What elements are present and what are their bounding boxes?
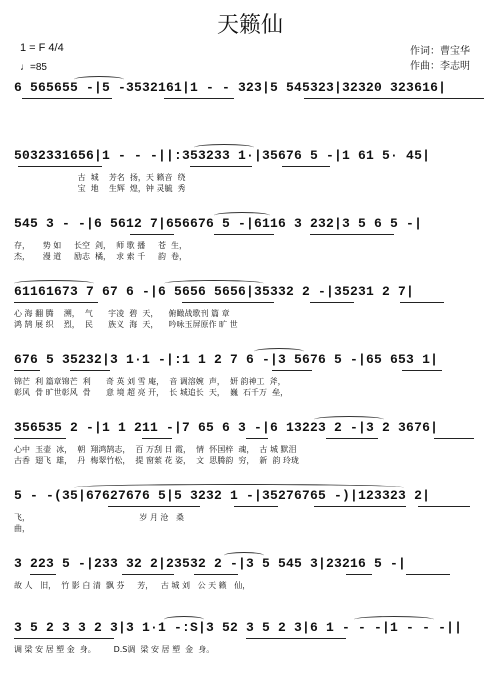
lyric-row-2: 鸿 鹄 展 织 烈， 民 族义 海 天， 吟咏玉屏原作 旷 世: [14, 320, 238, 329]
lyric-row-2: 古香 翅飞 雄， 丹 梅翠竹松， 提 窗萦 花 姿， 文 思腾韵 穷， 新 韵 玲珑: [14, 456, 300, 465]
beam-line: [402, 370, 442, 371]
score-line: [14, 216, 490, 284]
tempo-marking: ♩=85: [20, 62, 47, 73]
lyricist-credit: 作词：曹宝华: [410, 46, 470, 57]
notation-row: 3 223 5 -|233 32 2|23532 2 -|3 5 545 3|23216 5 -|: [14, 556, 407, 571]
slur-mark: [354, 616, 434, 623]
slur-mark: [14, 280, 94, 287]
beam-line: [326, 438, 378, 439]
notation-row: 356535 2 -|1 1 211 -|7 65 6 3 -|6 13223 2 -|3 2 3676|: [14, 420, 439, 435]
lyric-row-1: 飞， 岁 月 沧 桑: [14, 513, 185, 522]
score-line: [14, 620, 490, 682]
notation-row: 5032331656|1 - - -||:353233 1·|35676 5 -|1 61 5· 45|: [14, 148, 431, 163]
beam-line: [182, 302, 274, 303]
beam-line: [14, 438, 66, 439]
lyric-row-2: 彰风 骨 旷世彰风 骨 意 境 超 亮 开， 长 城追长 天， 巍 石千万 垒，: [14, 388, 289, 397]
lyric-row-2: 曲，: [14, 524, 30, 533]
score-line: [14, 352, 490, 420]
beam-line: [108, 506, 200, 507]
slur-mark: [254, 348, 304, 355]
beam-line: [418, 506, 470, 507]
beam-line: [30, 574, 56, 575]
slur-mark: [74, 76, 124, 83]
lyric-row-1: 古 城 芳名 扬，天 籁音 绕: [14, 173, 186, 182]
lyric-row-1: 锦芒 利 篇章锦芒 利 奇 英 刘 雪 庵， 音 调溶婉 声， 妍 韵神工 斧，: [14, 377, 286, 386]
score-line: [14, 80, 490, 148]
beam-line: [406, 574, 450, 575]
beam-line: [310, 234, 394, 235]
lyric-row-2: 宝 地 生辉 煌，钟 灵毓 秀: [14, 184, 186, 193]
beam-line: [214, 234, 274, 235]
beam-line: [70, 370, 110, 371]
score-line: [14, 420, 490, 488]
notation-row: 6 565655 -|5 -3532161|1 - - 323|5 545323|32320 323616|: [14, 80, 447, 95]
beam-line: [142, 438, 172, 439]
beam-line: [434, 438, 474, 439]
notation-row: 545 3 - -|6 5612 7|656676 5 -|6116 3 232|3 5 6 5 -|: [14, 216, 423, 231]
notation-row: 3 5 2 3 3 2 3|3 1·1 -:S|3 52 3 5 2 3|6 1 - - -|1 - - -||: [14, 620, 463, 635]
beam-line: [400, 302, 444, 303]
beam-line: [190, 166, 252, 167]
notation-row: 676 5 35232|3 1·1 -|:1 1 2 7 6 -|3 5676 5 -|65 653 1|: [14, 352, 439, 367]
beam-line: [310, 302, 354, 303]
score-line: [14, 488, 490, 556]
song-title: 天籁仙: [216, 13, 283, 38]
lyric-row-1: 调 梁 安 居 塑 金 身。 D.S调 梁 安 居 塑 金 身。: [14, 645, 215, 654]
lyric-row-1: 心 海 翻 腾 溯， 气 宇凌 碧 天， 俯瞰战歌刊 篇 章: [14, 309, 230, 318]
beam-line: [314, 506, 406, 507]
beam-line: [282, 166, 330, 167]
beam-line: [14, 302, 98, 303]
slur-mark: [164, 616, 204, 623]
slur-mark: [224, 552, 264, 559]
beam-line: [14, 370, 40, 371]
composer-credit: 作曲：李志明: [410, 61, 470, 72]
beam-line: [14, 638, 114, 639]
beam-line: [18, 166, 102, 167]
beam-line: [304, 98, 484, 99]
beam-line: [346, 574, 372, 575]
lyric-row-2: 杰， 漫 道 励志 橘， 求 索 千 韵 卷，: [14, 252, 188, 261]
score-line: [14, 148, 490, 216]
key-signature: 1 = F 4/4: [20, 42, 64, 54]
notation-row: 61161673 7 67 6 -|6 5656 5656|35332 2 -|35231 2 7|: [14, 284, 415, 299]
beam-line: [234, 506, 278, 507]
beam-line: [246, 638, 346, 639]
slur-mark: [314, 416, 384, 423]
beam-line: [122, 574, 174, 575]
slur-mark: [214, 212, 270, 219]
beam-line: [22, 98, 112, 99]
lyric-row-1: 存， 势 如 长空 剑， 师 歌 播 苍 生，: [14, 241, 188, 250]
slur-mark: [74, 484, 404, 491]
lyric-row-1: 心中 玉壶 冰， 朝 翔鸿鹄志， 百 万刮 日 霞， 情 怀国梓 魂， 古 城 默泪: [14, 445, 297, 454]
slur-mark: [164, 280, 264, 287]
notation-row: 5 - -(35|67627676 5|5 3232 1 -|35276765 -)|123323 2|: [14, 488, 431, 503]
score-line: [14, 556, 490, 624]
score-line: [14, 284, 490, 352]
lyric-row-1: 故 人 旧， 竹 影 白 清 飘 芬 芳， 古 城 刘 公 天 籁 仙，: [14, 581, 251, 590]
slur-mark: [194, 144, 254, 151]
beam-line: [130, 234, 174, 235]
beam-line: [246, 438, 268, 439]
beam-line: [272, 370, 312, 371]
beam-line: [194, 574, 238, 575]
beam-line: [164, 98, 234, 99]
